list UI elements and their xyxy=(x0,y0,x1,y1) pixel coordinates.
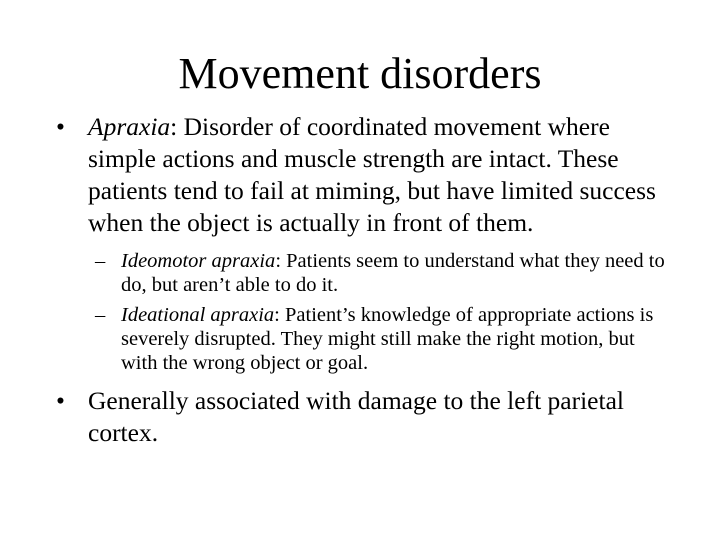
sub-bullet-ideational xyxy=(88,303,676,375)
bullet-marker: • xyxy=(56,112,65,141)
term-ideational-apraxia: Ideational apraxia xyxy=(121,304,275,326)
bullet-apraxia xyxy=(56,111,676,375)
bullet-text: : Disorder of coordinated movement where simple actions and muscle strength are intact. These patients tend to fail at miming, but have limited success when the object is actually in front of them. xyxy=(88,112,656,237)
bullet-list xyxy=(56,111,676,449)
bullet-text: Generally associated with damage to the left parietal cortex. xyxy=(88,386,624,447)
sub-bullet-marker: – xyxy=(95,304,106,326)
slide-title: Movement disorders xyxy=(178,49,542,98)
term-apraxia: Apraxia xyxy=(88,112,171,141)
sub-bullet-marker: – xyxy=(95,250,106,272)
bullet-parietal xyxy=(56,385,676,449)
sub-bullet-text: : Patient’s knowledge of appropriate actions is severely disrupted. They might still make the right motion, but with the wrong object or goal. xyxy=(121,304,654,374)
sub-bullet-ideomotor xyxy=(88,249,676,297)
term-ideomotor-apraxia: Ideomotor apraxia xyxy=(121,250,276,272)
sub-bullet-text: : Patients seem to understand what they need to do, but aren’t able to do it. xyxy=(121,250,665,296)
sub-bullet-list xyxy=(88,249,676,375)
bullet-marker: • xyxy=(56,386,65,415)
